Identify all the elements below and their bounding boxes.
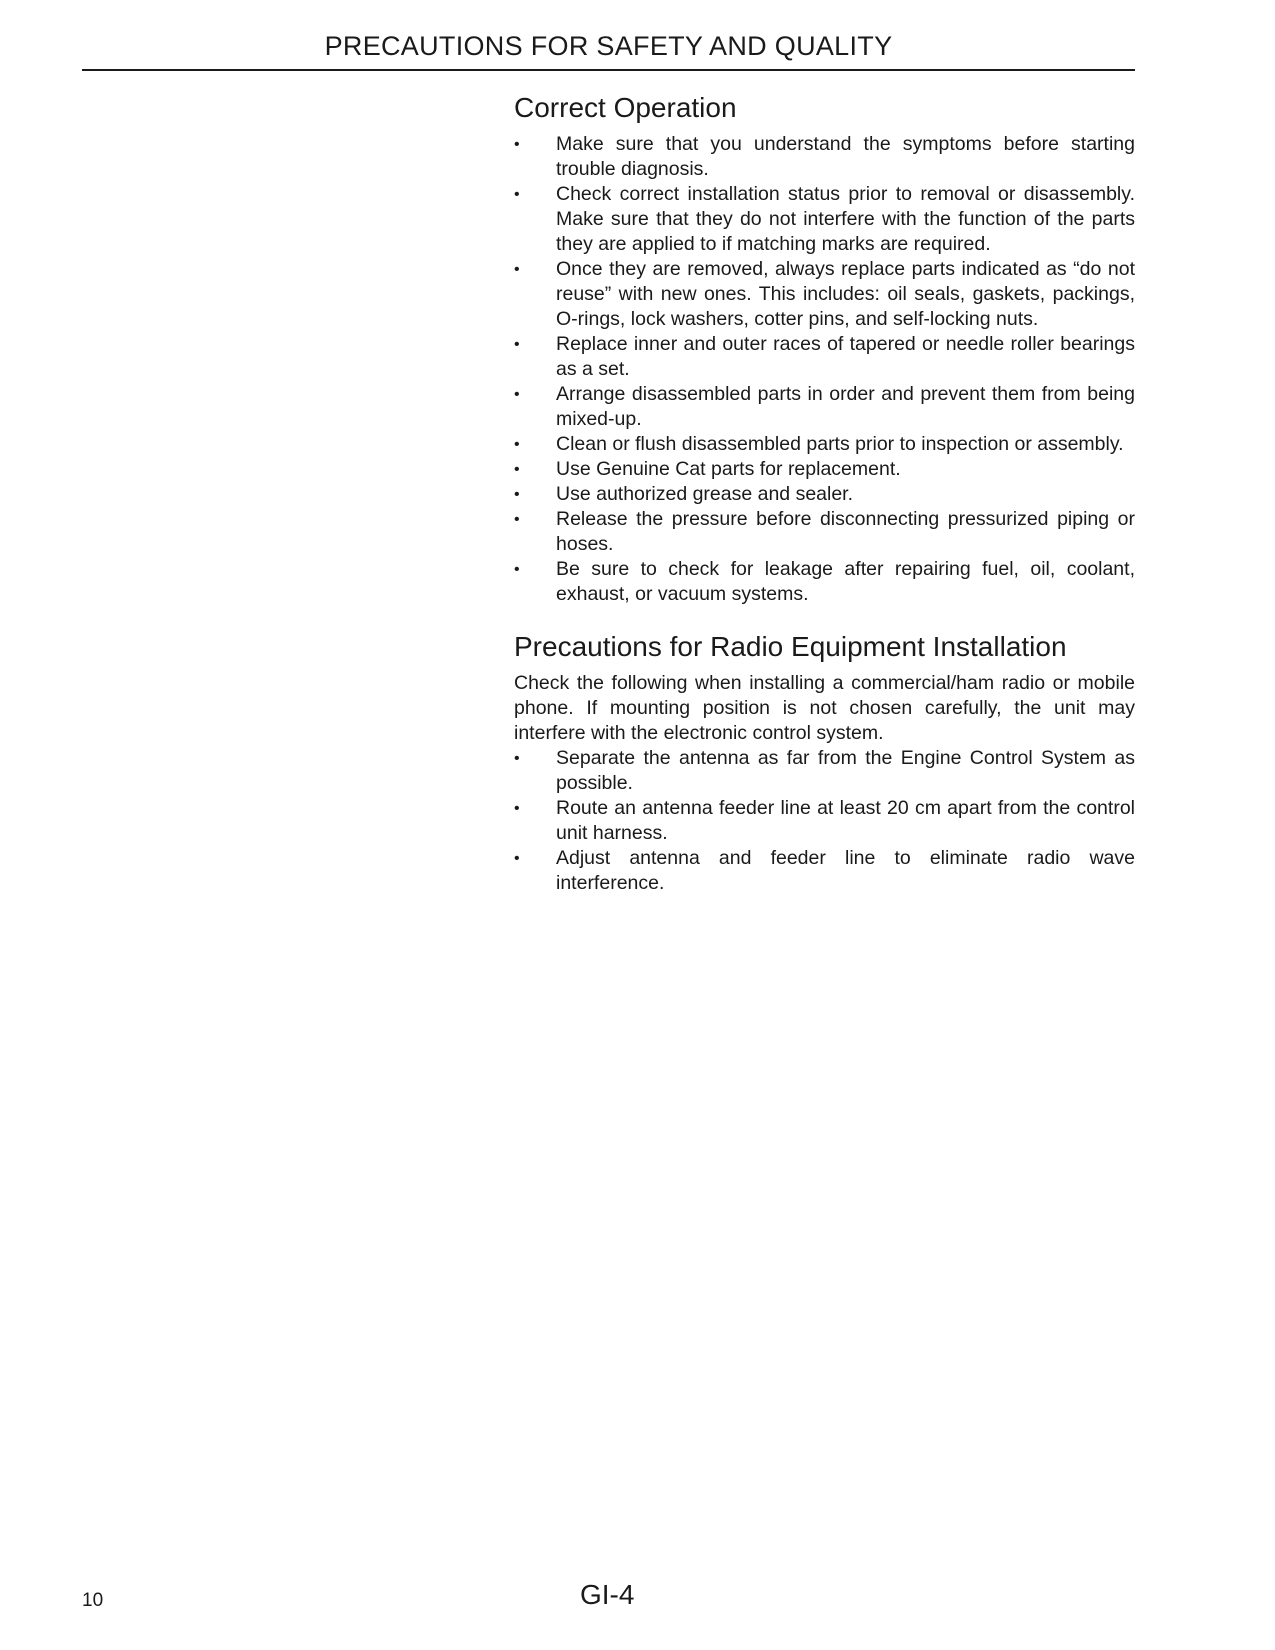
bullet-icon: • [514,850,520,867]
section-code: GI-4 [580,1579,635,1610]
list-item-text: Once they are removed, always replace parts indicated as “do not reuse” with new ones. This includes: oil seals, gaskets, packings, O-rings, lock washers, cotter pins, and self-locking nuts. [556,258,1135,330]
list-item-text: Use Genuine Cat parts for replacement. [556,458,901,480]
bullet-icon: • [514,561,520,578]
page-number: 10 [82,1590,104,1611]
list-item-text: Release the pressure before disconnecting pressurized piping or hoses. [556,508,1135,555]
list-item-text: Make sure that you understand the symptoms before starting trouble diagnosis. [556,133,1135,180]
correct-operation-heading: Correct Operation [514,92,737,123]
list-item-text: Clean or flush disassembled parts prior to inspection or assembly. [556,433,1124,455]
list-item-text: Route an antenna feeder line at least 20 cm apart from the control unit harness. [556,797,1135,844]
header-divider [82,69,1135,71]
list-item [514,257,1135,332]
list-item-text: Use authorized grease and sealer. [556,483,854,505]
radio-installation-list [514,746,1135,896]
bullet-icon: • [514,750,520,767]
main-content [514,90,1135,896]
bullet-icon: • [514,336,520,353]
bullet-icon: • [514,461,520,478]
bullet-icon: • [514,186,520,203]
list-item-text: Check correct installation status prior to removal or disassembly. Make sure that they do not interfere with the function of the parts they are applied to if matching marks are required. [556,183,1135,255]
list-item-text: Replace inner and outer races of tapered or needle roller bearings as a set. [556,333,1135,380]
list-item [514,382,1135,432]
list-item [514,846,1135,896]
list-item [514,457,1135,482]
radio-installation-heading: Precautions for Radio Equipment Installation [514,631,1067,662]
list-item [514,332,1135,382]
list-item [514,182,1135,257]
bullet-icon: • [514,261,520,278]
radio-installation-section [514,629,1135,896]
bullet-icon: • [514,511,520,528]
bullet-icon: • [514,800,520,817]
correct-operation-section [514,90,1135,607]
list-item [514,432,1135,457]
list-item [514,557,1135,607]
list-item [514,132,1135,182]
list-item-text: Adjust antenna and feeder line to eliminate radio wave interference. [556,847,1135,894]
page-header-title: PRECAUTIONS FOR SAFETY AND QUALITY [324,31,893,61]
list-item-text: Separate the antenna as far from the Engine Control System as possible. [556,747,1135,794]
list-item-text: Arrange disassembled parts in order and prevent them from being mixed-up. [556,383,1135,430]
list-item [514,507,1135,557]
bullet-icon: • [514,386,520,403]
list-item [514,796,1135,846]
bullet-icon: • [514,436,520,453]
bullet-icon: • [514,136,520,153]
radio-installation-intro: Check the following when installing a commercial/ham radio or mobile phone. If mounting position is not chosen carefully, the unit may interfere with the electronic control system. [514,672,1135,744]
bullet-icon: • [514,486,520,503]
list-item [514,746,1135,796]
correct-operation-list [514,132,1135,607]
list-item-text: Be sure to check for leakage after repairing fuel, oil, coolant, exhaust, or vacuum systems. [556,558,1135,605]
list-item [514,482,1135,507]
